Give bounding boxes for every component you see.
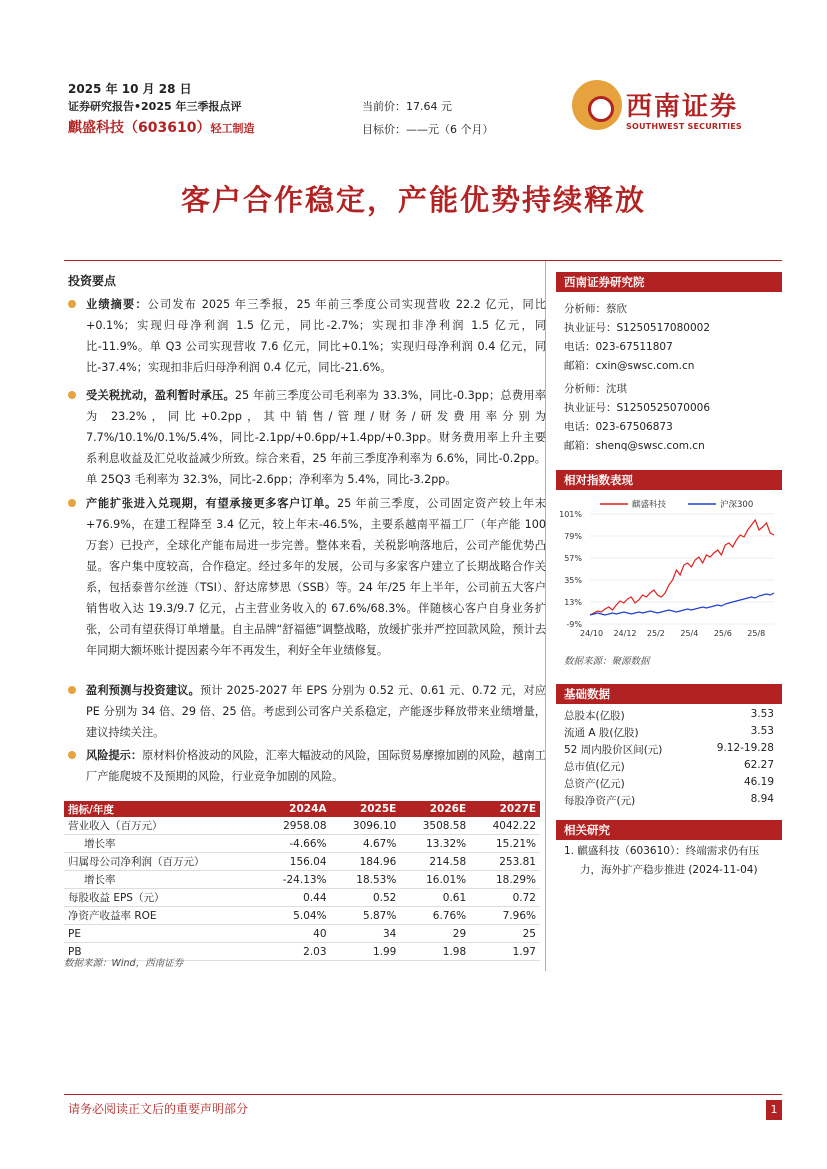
table-cell: 0.72 — [470, 889, 540, 907]
table-row — [64, 889, 540, 907]
basic-data-label: 52 周内股价区间(元) — [564, 744, 663, 756]
table-cell: 253.81 — [470, 853, 540, 871]
table-cell: 184.96 — [331, 853, 401, 871]
target-price: 目标价：——元（6 个月） — [362, 123, 494, 136]
analyst-email[interactable]: 邮箱：cxin@swsc.com.cn — [564, 360, 695, 372]
table-cell: 40 — [260, 925, 330, 943]
title-divider — [64, 260, 782, 261]
analyst-phone: 电话：023-67506873 — [564, 421, 673, 433]
logo-text-en: SOUTHWEST SECURITIES — [626, 122, 742, 131]
financial-forecast-table — [64, 801, 540, 961]
company-title: 麒盛科技（603610） — [68, 120, 211, 136]
institute-heading: 西南证券研究院 — [556, 272, 782, 292]
analyst-name: 分析师：蔡欣 — [564, 303, 627, 315]
table-cell: 1.99 — [331, 943, 401, 961]
bullet-text: 预计 2025-2027 年 EPS 分别为 0.52 元、0.61 元、0.72 元，对应 PE 分别为 34 倍、29 倍、25 倍。考虑到公司客户关系稳定，产能逐步释放带来业绩增量，建议持续关注。 — [86, 684, 546, 739]
basic-data-row — [564, 708, 774, 724]
bullet-text: 25 年前三季度公司毛利率为 33.3%，同比-0.3pp；总费用率为 23.2%，同比+0.2pp，其中销售/管理/财务/研发费用率分别为 7.7%/10.1%/0.1%/5.4%，同比-2.1pp/+0.6pp/+1.4pp/+0.3pp。财务费用率上升主要系利息收益及汇兑收益减少所致。综合来看，25 年前三季度净利率为 6.6%，同比-0.2pp。单 25Q3 毛利率为 32.3%，同比-2.6pp；净利率为 5.4%，同比-3.2pp。 — [86, 389, 546, 486]
bullet-lead: 业绩摘要： — [86, 298, 148, 311]
basic-data-row — [564, 793, 774, 809]
industry-label: 轻工制造 — [210, 122, 255, 135]
basic-data-label: 总市值(亿元) — [564, 761, 625, 773]
table-cell: 增长率 — [64, 835, 260, 853]
table-cell: 5.04% — [260, 907, 330, 925]
bullet-dot-icon — [68, 499, 76, 507]
footer-disclaimer: 请务必阅读正文后的重要声明部分 — [68, 1102, 249, 1116]
table-cell: 3508.58 — [400, 817, 470, 835]
chart-source: 数据来源：聚源数据 — [564, 656, 650, 667]
analyst-license: 执业证号：S1250517080002 — [564, 322, 711, 334]
y-tick-label: 57% — [564, 554, 582, 563]
logo-text-cn: 西南证券 — [626, 92, 739, 122]
table-cell: 18.29% — [470, 871, 540, 889]
basic-data-label: 流通 A 股(亿股) — [564, 727, 639, 739]
basic-data-value: 46.19 — [743, 776, 774, 788]
table-cell: 13.32% — [400, 835, 470, 853]
table-header-cell: 指标/年度 — [64, 801, 260, 817]
table-header-row — [64, 801, 540, 817]
table-header-cell: 2025E — [331, 801, 401, 817]
related-line: 1. 麒盛科技（603610）：终端需求仍有压 — [564, 845, 760, 857]
table-cell: 156.04 — [260, 853, 330, 871]
bullet-text: 原材料价格波动的风险，汇率大幅波动的风险，国际贸易摩擦加剧的风险，越南工厂产能爬坡不及预期的风险，行业竞争加剧的风险。 — [86, 749, 546, 783]
x-tick-label: 25/8 — [747, 629, 766, 638]
table-cell: 29 — [400, 925, 470, 943]
table-row — [64, 817, 540, 835]
bullet-lead: 受关税扰动，盈利暂时承压。 — [86, 389, 235, 402]
basic-data-row — [564, 776, 774, 792]
table-cell: -4.66% — [260, 835, 330, 853]
current-price: 当前价：17.64 元 — [362, 100, 452, 113]
page-number: 1 — [766, 1100, 782, 1120]
series-line-1 — [590, 520, 774, 615]
bullet-text: 25 年前三季度，公司固定资产较上年末+76.9%，在建工程降至 3.4 亿元，较上年末-46.5%，主要系越南平福工厂（年产能 100 万套）已投产，全球化产能布局进一步完善。整体来看，关税影响落地后，公司产能优势凸显。客户集中度较高，合作稳定。经过多年的发展，公司与多家客户建立了长期战略合作关系，包括泰普尔丝涟（TSI）、舒达席梦思（SSB）等。24 年/25 年上半年，公司前五大客户销售收入达 19.3/9.7 亿元，占主营业务收入的 67.6%/68.3%。伴随核心客户自身业务扩张，公司有望获得订单增量。自主品牌“舒福德”调整战略，放缓扩张并严控回款风险，预计去年同期大额坏账计提因素今年不再发生，利好全年业绩修复。 — [86, 497, 546, 657]
table-cell: 1.97 — [470, 943, 540, 961]
table-cell: 每股收益 EPS（元） — [64, 889, 260, 907]
bullet-dot-icon — [68, 391, 76, 399]
bullet-dot-icon — [68, 751, 76, 759]
footer-divider — [64, 1094, 782, 1095]
table-cell: 归属母公司净利润（百万元） — [64, 853, 260, 871]
y-tick-label: -9% — [566, 620, 582, 629]
table-row — [64, 907, 540, 925]
x-tick-label: 25/4 — [680, 629, 699, 638]
basic-data-heading: 基础数据 — [556, 684, 782, 704]
table-cell: 4.67% — [331, 835, 401, 853]
table-row — [64, 835, 540, 853]
table-cell: PE — [64, 925, 260, 943]
analyst-name: 分析师：沈琪 — [564, 383, 627, 395]
table-cell: 2958.08 — [260, 817, 330, 835]
basic-data-label: 每股净资产(元) — [564, 795, 636, 807]
basic-data-label: 总股本(亿股) — [564, 710, 625, 722]
table-cell: 0.52 — [331, 889, 401, 907]
basic-data-value: 3.53 — [750, 725, 774, 737]
table-source: 数据来源：Wind，西南证券 — [64, 958, 184, 969]
analyst-block-2 — [564, 380, 710, 456]
report-type: 证券研究报告•2025 年三季报点评 — [68, 100, 242, 113]
x-tick-label: 25/6 — [713, 629, 732, 638]
table-header-cell: 2027E — [470, 801, 540, 817]
table-cell: 2.03 — [260, 943, 330, 961]
analyst-phone: 电话：023-67511807 — [564, 341, 673, 353]
chart-heading: 相对指数表现 — [556, 470, 782, 490]
table-cell: 16.01% — [400, 871, 470, 889]
table-cell: 5.87% — [331, 907, 401, 925]
investment-heading: 投资要点 — [68, 274, 117, 288]
y-tick-label: 13% — [564, 598, 582, 607]
table-cell: PB — [64, 943, 260, 961]
bullet-text: 公司发布 2025 年三季报，25 年前三季度公司实现营收 22.2 亿元，同比+0.1%；实现归母净利润 1.5 亿元，同比-2.7%；实现扣非净利润 1.5 亿元，同比-11.9%。单 Q3 公司实现营收 7.6 亿元，同比+0.1%；实现归母净利润 0.4 亿元，同比-37.4%；实现扣非后归母净利润 0.4 亿元，同比-21.6%。 — [86, 298, 546, 374]
basic-data-label: 总资产(亿元) — [564, 778, 625, 790]
table-cell: 3096.10 — [331, 817, 401, 835]
table-cell: -24.13% — [260, 871, 330, 889]
analyst-block-1 — [564, 300, 710, 376]
table-cell: 0.44 — [260, 889, 330, 907]
relative-index-chart — [556, 494, 782, 646]
y-tick-label: 79% — [564, 532, 582, 541]
x-tick-label: 25/2 — [646, 629, 665, 638]
y-tick-label: 101% — [559, 510, 582, 519]
analyst-license: 执业证号：S1250525070006 — [564, 402, 711, 414]
legend-label: 麒盛科技 — [632, 500, 667, 510]
bullet-lead: 产能扩张进入兑现期，有望承接更多客户订单。 — [86, 497, 337, 510]
x-tick-label: 24/12 — [613, 629, 637, 638]
basic-data-value: 8.94 — [750, 793, 774, 805]
bullet-dot-icon — [68, 300, 76, 308]
related-research-item[interactable] — [564, 842, 759, 880]
table-header-cell: 2024A — [260, 801, 330, 817]
bullet-dot-icon — [68, 686, 76, 694]
table-cell: 1.98 — [400, 943, 470, 961]
table-cell: 34 — [331, 925, 401, 943]
table-cell: 15.21% — [470, 835, 540, 853]
table-cell: 营业收入（百万元） — [64, 817, 260, 835]
table-cell: 7.96% — [470, 907, 540, 925]
table-cell: 25 — [470, 925, 540, 943]
y-tick-label: 35% — [564, 576, 582, 585]
page-title: 客户合作稳定，产能优势持续释放 — [180, 183, 646, 217]
table-cell: 214.58 — [400, 853, 470, 871]
related-research-heading: 相关研究 — [556, 820, 782, 840]
table-cell: 6.76% — [400, 907, 470, 925]
bullet-lead: 盈利预测与投资建议。 — [86, 684, 200, 697]
table-row — [64, 853, 540, 871]
company-name — [68, 117, 254, 137]
x-tick-label: 24/10 — [580, 629, 604, 638]
table-row — [64, 871, 540, 889]
table-cell: 增长率 — [64, 871, 260, 889]
logo-mark-inner — [588, 96, 614, 122]
table-cell: 0.61 — [400, 889, 470, 907]
basic-data-row — [564, 725, 774, 741]
basic-data-row — [564, 742, 774, 758]
basic-data-value: 3.53 — [750, 708, 774, 720]
table-cell: 4042.22 — [470, 817, 540, 835]
table-row — [64, 925, 540, 943]
table-header-cell: 2026E — [400, 801, 470, 817]
basic-data-value: 9.12-19.28 — [716, 742, 774, 754]
table-cell: 18.53% — [331, 871, 401, 889]
report-date: 2025 年 10 月 28 日 — [68, 82, 192, 96]
basic-data-row — [564, 759, 774, 775]
analyst-email[interactable]: 邮箱：shenq@swsc.com.cn — [564, 440, 705, 452]
bullet-lead: 风险提示： — [86, 749, 143, 762]
related-line: 力，海外扩产稳步推进 (2024-11-04) — [580, 864, 758, 876]
legend-label: 沪深300 — [720, 500, 754, 510]
table-cell: 净资产收益率 ROE — [64, 907, 260, 925]
basic-data-value: 62.27 — [743, 759, 774, 771]
